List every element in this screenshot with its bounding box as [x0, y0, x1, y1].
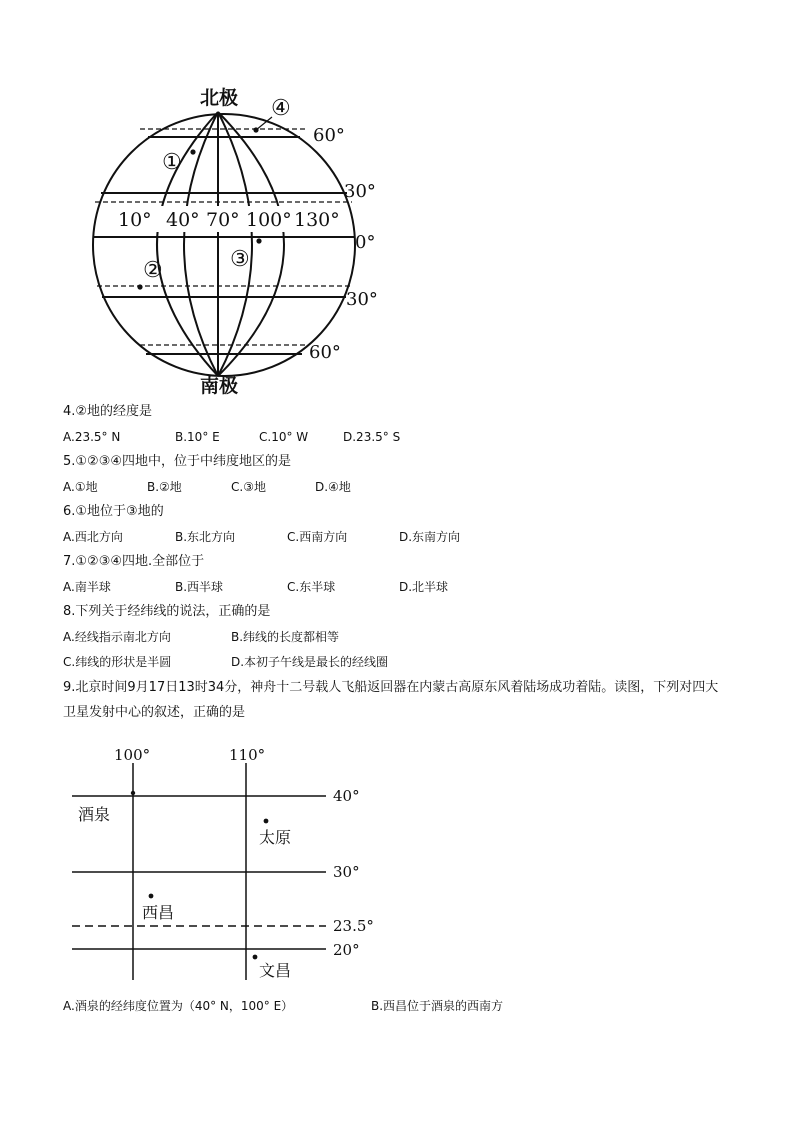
taiyuan-dot — [264, 819, 269, 824]
south-pole-label: 南极 — [200, 375, 239, 397]
lat-label-20: 20° — [333, 941, 360, 959]
jiuquan-dot — [131, 791, 135, 795]
option-b: B.西半球 — [175, 580, 224, 594]
globe-outline — [93, 114, 355, 376]
lon-label-100: 100° — [114, 746, 151, 764]
option-d: D.北半球 — [399, 580, 449, 594]
lat-label-30s: 30° — [346, 289, 378, 310]
lat-label-0: 0° — [355, 232, 376, 253]
question-7-stem: 7.①②③④四地.全部位于 — [63, 554, 205, 569]
marker-4: ④ — [271, 96, 291, 121]
option-a: A.①地 — [63, 480, 98, 494]
question-8-stem: 8.下列关于经纬线的说法，正确的是 — [63, 604, 271, 619]
xichang-dot — [149, 894, 154, 899]
point-2 — [137, 284, 142, 289]
option-d: D.23.5° S — [343, 430, 401, 444]
option-c: C.10° W — [259, 430, 309, 444]
lon-label: 100° — [246, 209, 292, 231]
point-3 — [256, 238, 261, 243]
question-9-stem: 9.北京时间9月17日13时34分，神舟十二号载人飞船返回器在内蒙古高原东风着陆场成功着陆。读图，下列对四大卫星发射中心的叙述，正确的是 — [63, 680, 719, 720]
option-a: A.酒泉的经纬度位置为（40° N，100° E） — [63, 999, 294, 1013]
question-4-stem: 4.②地的经度是 — [63, 404, 153, 419]
launch-center-grid-map — [60, 738, 380, 988]
place-taiyuan: 太原 — [259, 828, 292, 847]
option-b: B.东北方向 — [175, 530, 236, 544]
lat-label-23-5: 23.5° — [333, 917, 374, 935]
marker-3: ③ — [230, 247, 250, 272]
lat-label-40: 40° — [333, 787, 360, 805]
option-b: B.10° E — [175, 430, 220, 444]
option-c: C.③地 — [231, 480, 266, 494]
option-a: A.西北方向 — [63, 530, 123, 544]
option-d: D.本初子午线是最长的经线圈 — [231, 655, 389, 669]
lat-label-60n: 60° — [313, 125, 345, 146]
option-b: B.纬线的长度都相等 — [231, 630, 340, 644]
option-a: A.23.5° N — [63, 430, 121, 444]
option-d: D.东南方向 — [399, 530, 461, 544]
lat-label-30: 30° — [333, 863, 360, 881]
option-d: D.④地 — [315, 480, 351, 494]
option-a: A.南半球 — [63, 580, 111, 594]
marker-2: ② — [143, 258, 163, 283]
lon-label: 70° — [206, 209, 240, 231]
place-xichang: 西昌 — [142, 903, 175, 922]
marker-1: ① — [162, 150, 182, 175]
meridian — [218, 112, 252, 376]
place-wenchang: 文昌 — [259, 961, 292, 980]
option-a: A.经线指示南北方向 — [63, 630, 171, 644]
lon-label: 10° — [118, 209, 152, 231]
option-c: C.西南方向 — [287, 530, 348, 544]
lon-label: 40° — [166, 209, 200, 231]
north-pole-label: 北极 — [200, 87, 239, 109]
lat-label-60s: 60° — [309, 342, 341, 363]
lon-label: 130° — [294, 209, 340, 231]
option-b: B.西昌位于酒泉的西南方 — [371, 999, 504, 1013]
lat-label-30n: 30° — [344, 181, 376, 202]
globe-figure — [80, 78, 400, 398]
option-b: B.②地 — [147, 480, 182, 494]
meridian — [184, 112, 218, 376]
question-6-stem: 6.①地位于③地的 — [63, 504, 164, 519]
question-5-stem: 5.①②③④四地中，位于中纬度地区的是 — [63, 454, 292, 469]
lon-label-110: 110° — [229, 746, 266, 764]
wenchang-dot — [253, 955, 258, 960]
option-c: C.纬线的形状是半圆 — [63, 655, 172, 669]
point-1 — [190, 149, 195, 154]
place-jiuquan: 酒泉 — [78, 805, 111, 824]
option-c: C.东半球 — [287, 580, 336, 594]
